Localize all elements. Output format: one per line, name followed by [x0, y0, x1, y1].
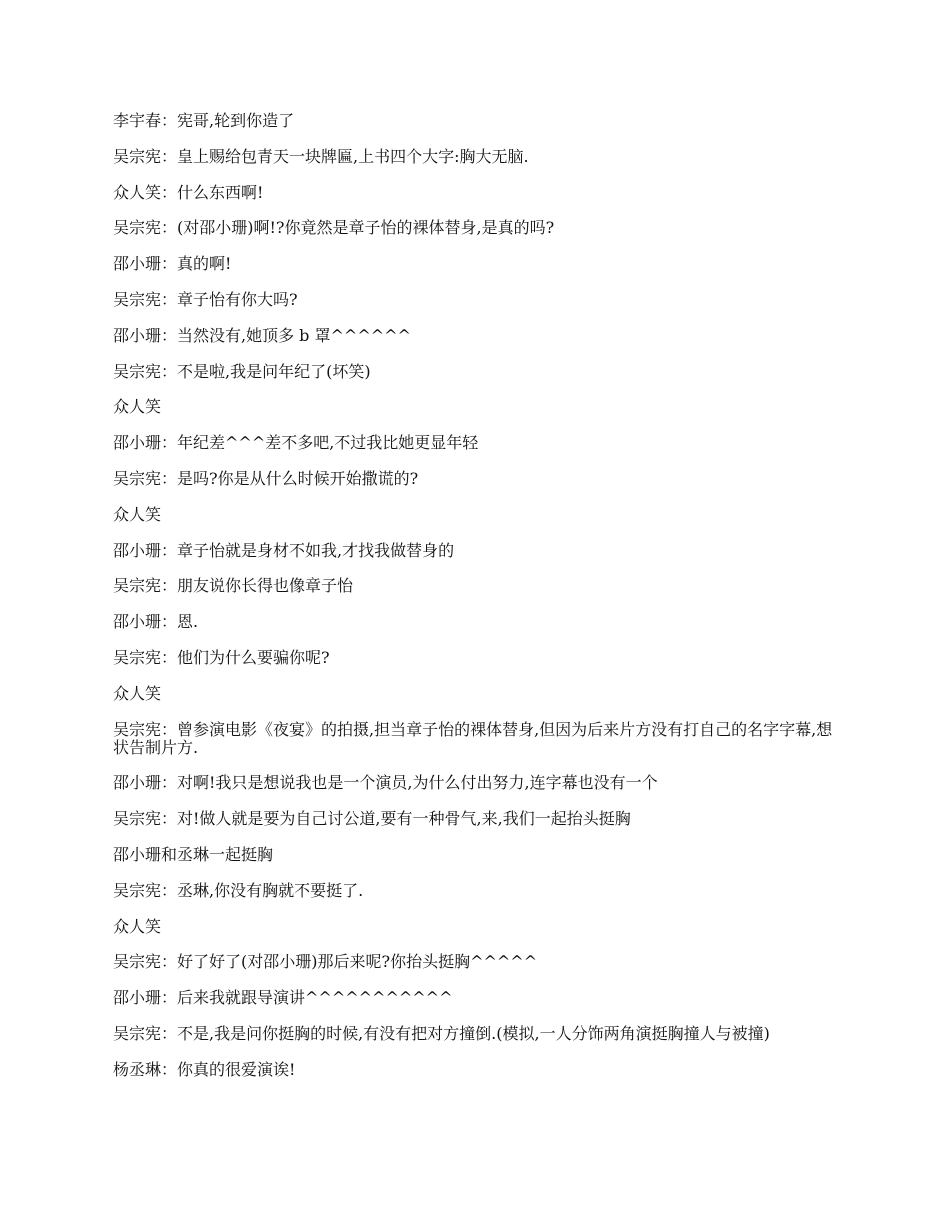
dialogue-line: 李宇春：宪哥,轮到你造了	[113, 111, 295, 130]
dialogue-line: 吴宗宪：是吗?你是从什么时候开始撒谎的?	[113, 468, 419, 488]
dialogue-line: 邵小珊：恩.	[113, 612, 199, 632]
dialogue-line: 吴宗宪：不是啦,我是问年纪了(坏笑)	[113, 361, 371, 381]
dialogue-line: 邵小珊：对啊!我只是想说我也是一个演员,为什么付出努力,连字幕也没有一个	[113, 773, 658, 793]
dialogue-line: 吴宗宪：章子怡有你大吗?	[113, 289, 298, 309]
transcript	[113, 112, 835, 1097]
dialogue-line: 吴宗宪：好了好了(对邵小珊)那后来呢?你抬头挺胸^^^^^	[113, 952, 538, 972]
dialogue-line: 邵小珊：后来我就跟导演讲^^^^^^^^^^^	[113, 988, 453, 1008]
dialogue-line: 吴宗宪：不是,我是问你挺胸的时候,有没有把对方撞倒.(模拟,一人分饰两角演挺胸撞人与被撞)	[113, 1023, 770, 1043]
dialogue-line: 吴宗宪：他们为什么要骗你呢?	[113, 647, 330, 667]
dialogue-line: 杨丞琳：你真的很爱演诶!	[113, 1059, 296, 1079]
dialogue-line: 吴宗宪：朋友说你长得也像章子怡	[113, 576, 354, 596]
dialogue-line: 吴宗宪：对!做人就是要为自己讨公道,要有一种骨气,来,我们一起抬头挺胸	[113, 809, 631, 829]
dialogue-line: 吴宗宪：(对邵小珊)啊!?你竟然是章子怡的裸体替身,是真的吗?	[113, 218, 555, 238]
dialogue-line: 吴宗宪：丞琳,你没有胸就不要挺了.	[113, 880, 364, 900]
stage-direction: 众人笑	[113, 683, 162, 703]
dialogue-line: 邵小珊：年纪差^^^差不多吧,不过我比她更显年轻	[113, 433, 479, 453]
dialogue-line: 吴宗宪：皇上赐给包青天一块牌匾,上书四个大字:胸大无脑.	[113, 146, 529, 166]
dialogue-line: 邵小珊：章子怡就是身材不如我,才找我做替身的	[113, 540, 455, 560]
stage-direction: 众人笑	[113, 916, 162, 936]
dialogue-line: 吴宗宪：曾参演电影《夜宴》的拍摄,担当章子怡的裸体替身,但因为后来片方没有打自己的名字字幕,想状告制片方.	[113, 719, 833, 757]
stage-direction: 众人笑	[113, 504, 162, 524]
dialogue-line: 众人笑：什么东西啊!	[113, 182, 264, 202]
stage-direction: 邵小珊和丞琳一起挺胸	[113, 844, 274, 864]
stage-direction: 众人笑	[113, 397, 162, 417]
dialogue-line: 邵小珊：当然没有,她顶多 b 罩^^^^^^	[113, 325, 411, 345]
dialogue-line: 邵小珊：真的啊!	[113, 254, 232, 274]
